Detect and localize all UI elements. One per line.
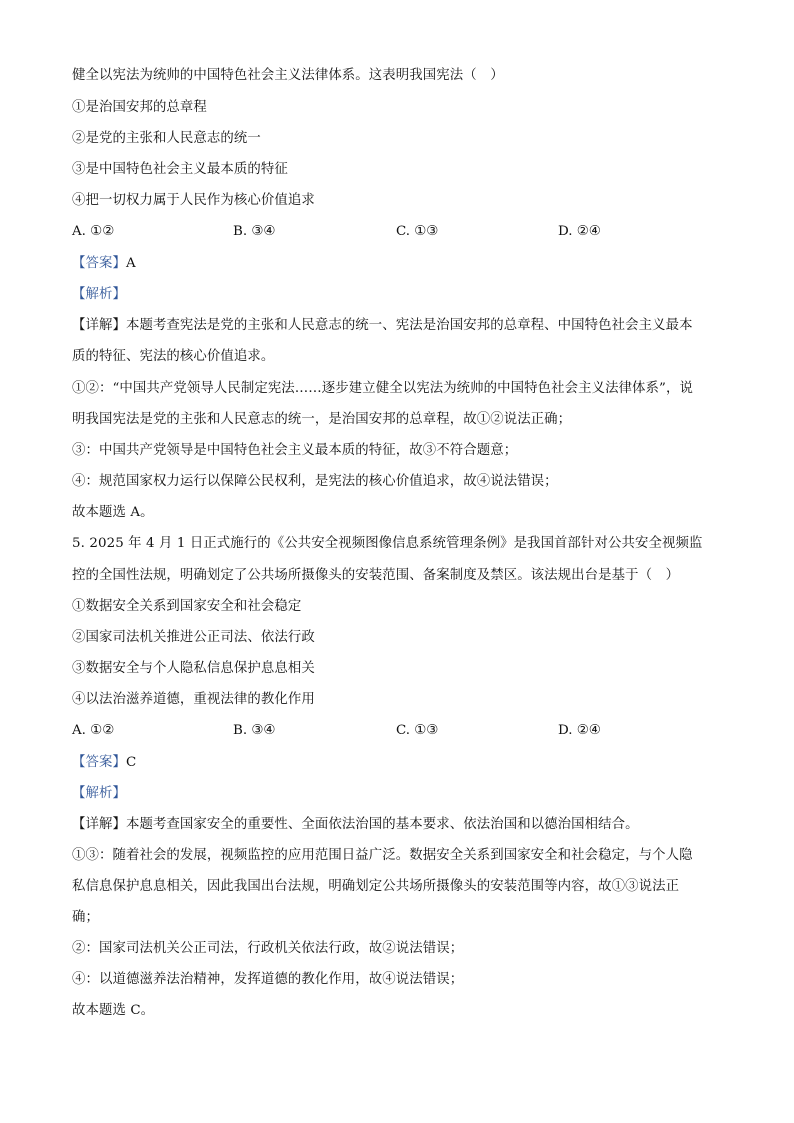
q4-conclusion: 故本题选 A。: [72, 505, 154, 520]
q5-option-b: B. ③④: [233, 723, 276, 738]
q4-item-3: ③是中国特色社会主义最本质的特征: [72, 162, 288, 177]
detail-tag: 【详解】: [72, 318, 126, 333]
q4-option-c: C. ①③: [396, 224, 439, 239]
answer-tag: 【答案】: [72, 256, 126, 271]
q4-answer: A: [125, 256, 136, 271]
q5-stem: 5. 2025 年 4 月 1 日正式施行的《公共安全视频图像信息系统管理条例》是我国首部针对公共安全视频监: [72, 536, 703, 551]
q4-item-2: ②是党的主张和人民意志的统一: [72, 131, 261, 146]
detail-tag: 【详解】: [72, 817, 126, 832]
q5-item-2: ②国家司法机关推进公正司法、依法行政: [72, 630, 315, 645]
q5-item-1: ①数据安全关系到国家安全和社会稳定: [72, 599, 302, 614]
q4-explanation-1-cont: 明我国宪法是党的主张和人民意志的统一，是治国安邦的总章程，故①②说法正确；: [72, 412, 572, 427]
q5-item-3: ③数据安全与个人隐私信息保护息息相关: [72, 661, 315, 676]
q4-detail-line: [72, 316, 693, 336]
q4-answer-line: [72, 254, 136, 274]
q4-item-1: ①是治国安邦的总章程: [72, 100, 207, 115]
q5-item-4: ④以法治滋养道德，重视法律的教化作用: [72, 692, 315, 707]
q4-stem: 健全以宪法为统帅的中国特色社会主义法律体系。这表明我国宪法（ ）: [72, 68, 504, 83]
q4-analysis-line: [72, 285, 126, 305]
q4-option-b: B. ③④: [233, 224, 276, 239]
q5-answer-line: [72, 753, 136, 773]
q4-explanation-3: ④：规范国家权力运行以保障公民权利，是宪法的核心价值追求，故④说法错误；: [72, 474, 558, 489]
q4-option-d: D. ②④: [558, 224, 601, 239]
answer-tag: 【答案】: [72, 755, 126, 770]
q4-explanation-2: ③：中国共产党领导是中国特色社会主义最本质的特征，故③不符合题意；: [72, 443, 518, 458]
q4-option-a: A. ①②: [72, 224, 115, 239]
q5-option-a: A. ①②: [72, 723, 115, 738]
q4-detail: 本题考查宪法是党的主张和人民意志的统一、宪法是治国安邦的总章程、中国特色社会主义最本: [125, 318, 693, 333]
q5-detail: 本题考查国家安全的重要性、全面依法治国的基本要求、依法治国和以德治国相结合。: [125, 817, 639, 832]
q5-explanation-2: ②：国家司法机关公正司法，行政机关依法行政，故②说法错误；: [72, 941, 464, 956]
q5-answer: C: [125, 755, 137, 770]
q5-explanation-1: ①③：随着社会的发展，视频监控的应用范围日益广泛。数据安全关系到国家安全和社会稳定，与个人隐: [72, 848, 693, 863]
analysis-tag: 【解析】: [72, 287, 126, 302]
q4-explanation-1: ①②：“中国共产党领导人民制定宪法……逐步建立健全以宪法为统帅的中国特色社会主义法律体系”，说: [72, 381, 693, 396]
q5-stem-cont: 控的全国性法规，明确划定了公共场所摄像头的安装范围、备案制度及禁区。该法规出台是基于（ ）: [72, 568, 680, 583]
q5-explanation-1-cont: 私信息保护息息相关，因此我国出台法规，明确划定公共场所摄像头的安装范围等内容，故①③说法正: [72, 879, 680, 894]
q5-explanation-3: ④：以道德滋养法治精神，发挥道德的教化作用，故④说法错误；: [72, 972, 464, 987]
q5-option-d: D. ②④: [558, 723, 601, 738]
q5-conclusion: 故本题选 C。: [72, 1003, 155, 1018]
q5-explanation-1-cont2: 确；: [72, 910, 99, 925]
q4-detail-cont: 质的特征、宪法的核心价值追求。: [72, 349, 275, 364]
analysis-tag: 【解析】: [72, 786, 126, 801]
q5-analysis-line: [72, 784, 126, 804]
q5-detail-line: [72, 815, 639, 835]
q5-option-c: C. ①③: [396, 723, 439, 738]
q4-item-4: ④把一切权力属于人民作为核心价值追求: [72, 193, 315, 208]
